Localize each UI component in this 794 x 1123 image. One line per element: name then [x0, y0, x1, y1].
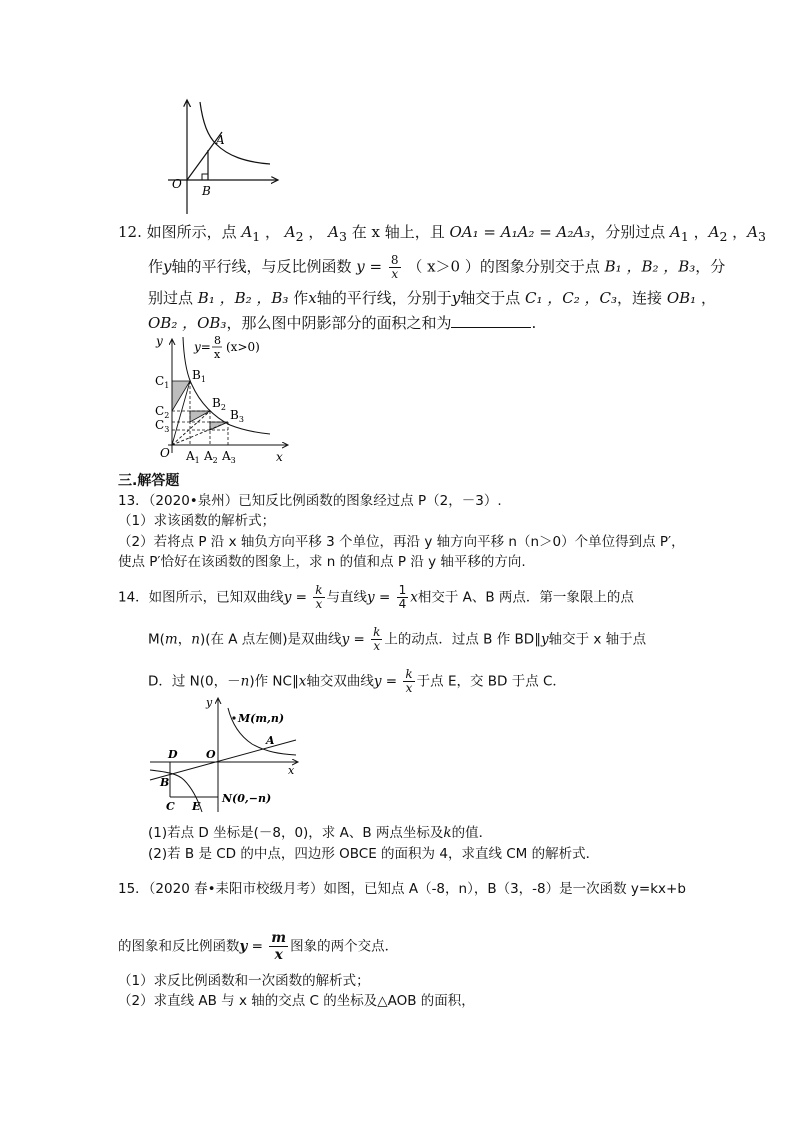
q14-sub-2: (2)若 B 是 CD 的中点，四边形 OBCE 的面积为 4，求直线 CM 的解析式． [148, 846, 600, 862]
svg-text:8: 8 [214, 334, 221, 347]
svg-text:A1: $A_1$ [186, 449, 200, 465]
q15-line-4: （2）求直线 AB 与 x 轴的交点 C 的坐标及△AOB 的面积， [118, 993, 475, 1009]
svg-text:C1: $C_1$ [155, 374, 170, 390]
svg-text:x: x [288, 764, 295, 777]
svg-text:M(m,n): M(m,n) [238, 712, 285, 725]
q12-fraction: $\frac{8}{x}$ [390, 253, 399, 281]
svg-text:C2: $C_2$ [155, 404, 170, 420]
svg-text:E: E [192, 800, 201, 813]
svg-text:O: O [160, 446, 170, 460]
q14-sub-1: (1)若点 D 坐标是(－8，0)，求 A、B 两点坐标及k的值． [148, 825, 493, 841]
svg-text:C3: $C_3$ [155, 418, 170, 434]
q13-line-4: 使点 P′恰好在该函数的图象上，求 n 的值和点 P 沿 y 轴平移的方向. [118, 554, 526, 570]
svg-text:B: B [160, 776, 170, 789]
q12-line-3: 别过点 B₁ ，B₂ ，B₃ 作x轴的平行线，分别于y轴交于点 C₁ ，C₂ ，C₃，连接 OB₁ ， [148, 289, 716, 307]
figure-q11-graph [150, 96, 285, 218]
figure-q12-graph [150, 333, 290, 467]
q12-line-1: 12. 如图所示，点 $A_1$ ， $A_2$ ， $A_3$ 在 x 轴上，且 OA₁ = A₁A₂ = A₂A₃，分别过点 $A_1$ ，$A_2$ ，$A_3$ [118, 223, 766, 244]
svg-text:B2: $B_2$ [212, 396, 226, 412]
q14-line-3: D．过 N(0，－n)作 NC∥x轴交双曲线y = $\frac{k}{x}$ 于点 E，交 BD 于点 C． [148, 667, 566, 695]
svg-text:B3: $B_3$ [230, 408, 244, 424]
q15-line-1: 15．（2020 春•耒阳市校级月考）如图，已知点 A（-8，n），B（3，-8）是一次函数 y=kx+b [118, 881, 686, 897]
q12-line-2: 作y轴的平行线，与反比例函数 y = $\frac{8}{x}$ （ x＞0 ）的图象分别交于点 B₁ ，B₂ ，B₃，分 [148, 253, 726, 281]
hyperbola-curve [200, 102, 270, 164]
svg-text:A: A [266, 734, 275, 747]
svg-text:B1: $B_1$ [192, 368, 206, 384]
svg-text:y=: y= [194, 340, 211, 354]
origin-label: O [172, 177, 182, 191]
svg-text:y: y [156, 334, 163, 348]
q15-line-2: 的图象和反比例函数y = $\frac{m}{x}$ 图象的两个交点． [118, 930, 399, 963]
q13-line-3: （2）若将点 P 沿 x 轴负方向平移 3 个单位，再沿 y 轴方向平移 n（n＞0）个单位得到点 P′， [118, 534, 685, 550]
right-angle-mark [202, 174, 208, 180]
svg-text:N(0,−n): N(0,−n) [222, 792, 272, 805]
svg-text:O: O [206, 748, 216, 761]
svg-text:(x>0): (x>0) [226, 340, 260, 354]
svg-text:C: C [166, 800, 175, 813]
q13-line-1: 13．（2020•泉州）已知反比例函数的图象经过点 P（2，－3）. [118, 493, 502, 509]
q15-line-3: （1）求反比例函数和一次函数的解析式； [118, 973, 370, 989]
shaded-region-1 [172, 381, 190, 411]
svg-text:y: y [206, 696, 213, 709]
q14-line-2: M(m，n)(在 A 点左侧)是双曲线y = $\frac{k}{x}$ 上的动点．过点 B 作 BD∥y轴交于 x 轴于点 [148, 625, 647, 653]
q13-line-2: （1）求该函数的解析式； [118, 513, 276, 529]
segment-ob3 [172, 422, 228, 445]
svg-text:x: x [276, 450, 283, 464]
section-heading: 三.解答题 [118, 473, 180, 489]
svg-text:A3: $A_3$ [222, 449, 236, 465]
figure-q14-graph [148, 694, 308, 814]
svg-text:A2: $A_2$ [204, 449, 218, 465]
svg-text:x: x [214, 348, 221, 361]
q12-line-4: OB₂ ，OB₃，那么图中阴影部分的面积之和为 . [148, 314, 537, 332]
point-b-label: B [202, 184, 211, 198]
q14-line-1: 14．如图所示，已知双曲线y = $\frac{k}{x}$ 与直线y = $\frac{1}{4}$ x相交于 A、B 两点．第一象限上的点 [118, 583, 634, 611]
point-a-label: A [216, 133, 225, 147]
answer-blank [451, 313, 531, 328]
svg-text:D: D [168, 748, 178, 761]
